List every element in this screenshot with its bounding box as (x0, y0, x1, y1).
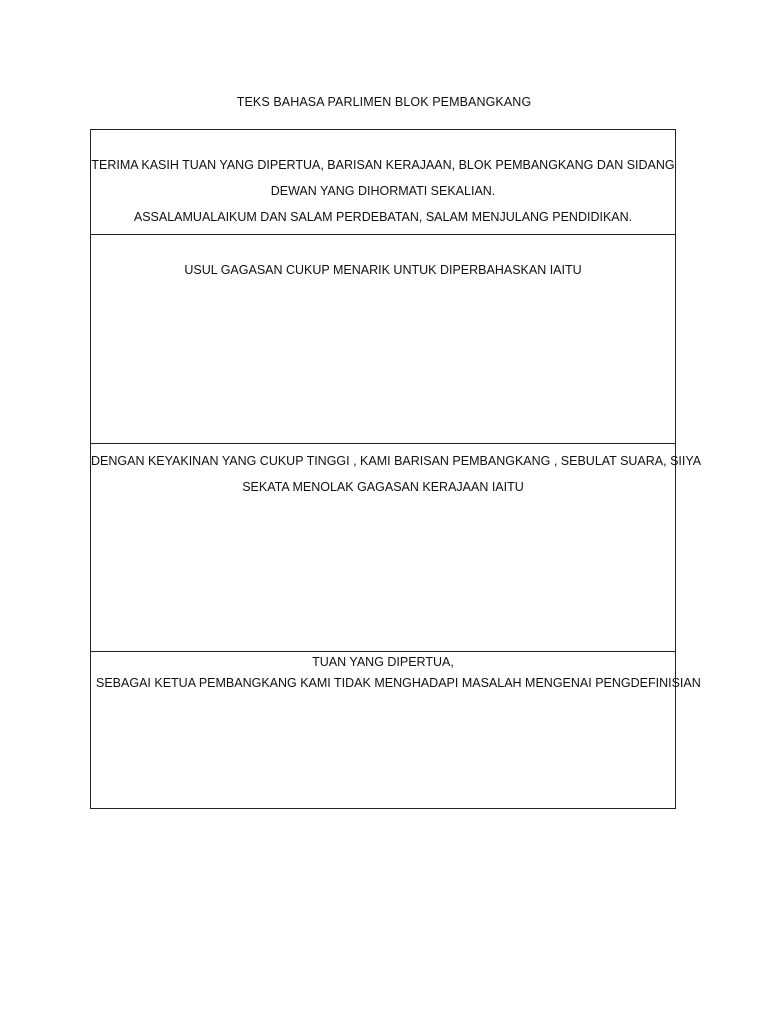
rejection-line-2: SEKATA MENOLAK GAGASAN KERAJAAN IAITU (242, 480, 524, 494)
greeting-line-3: ASSALAMUALAIKUM DAN SALAM PERDEBATAN, SALAM MENJULANG PENDIDIKAN. (133, 210, 633, 224)
motion-line-1: USUL GAGASAN CUKUP MENARIK UNTUK DIPERBAHASKAN IAITU (184, 263, 582, 277)
speech-table (90, 129, 702, 809)
section-definition (91, 652, 701, 808)
rejection-line-1: DENGAN KEYAKINAN YANG CUKUP TINGGI , KAMI BARISAN PEMBANGKANG , SEBULAT SUARA, SIIYA (91, 454, 702, 468)
document-title: TEKS BAHASA PARLIMEN BLOK PEMBANGKANG (236, 95, 532, 109)
definition-line-2: SEBAGAI KETUA PEMBANGKANG KAMI TIDAK MENGHADAPI MASALAH MENGENAI PENGDEFINISIAN (96, 676, 701, 690)
section-rejection (91, 444, 702, 652)
greeting-line-2: DEWAN YANG DIHORMATI SEKALIAN. (270, 184, 496, 198)
definition-line-1: TUAN YANG DIPERTUA, (312, 655, 454, 669)
greeting-line-1: TERIMA KASIH TUAN YANG DIPERTUA, BARISAN KERAJAAN, BLOK PEMBANGKANG DAN SIDANG (91, 158, 675, 172)
section-motion (91, 235, 675, 444)
section-greeting (91, 130, 675, 235)
